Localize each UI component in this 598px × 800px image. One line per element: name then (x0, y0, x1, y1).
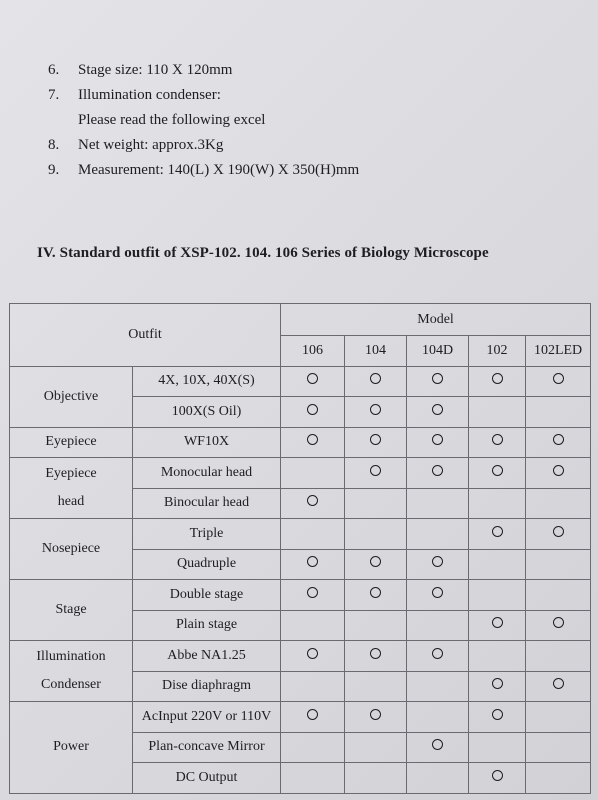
mark-cell (281, 732, 345, 763)
mark-cell (345, 702, 407, 733)
mark-cell (345, 580, 407, 611)
circle-mark-icon (370, 648, 381, 659)
item-label: Plan-concave Mirror (133, 732, 281, 763)
group-label: Nosepiece (10, 519, 133, 580)
item-label: AcInput 220V or 110V (133, 702, 281, 733)
mark-cell (469, 458, 526, 489)
mark-cell (469, 641, 526, 672)
mark-cell (407, 427, 469, 458)
circle-mark-icon (492, 434, 503, 445)
table-row (10, 458, 591, 489)
item-label: WF10X (133, 427, 281, 458)
mark-cell (469, 488, 526, 519)
circle-mark-icon (432, 373, 443, 384)
mark-cell (407, 519, 469, 550)
circle-mark-icon (432, 434, 443, 445)
mark-cell (281, 549, 345, 580)
mark-cell (526, 671, 591, 702)
mark-cell (526, 641, 591, 672)
spec-text: Please read the following excel (78, 112, 266, 128)
mark-cell (526, 458, 591, 489)
mark-cell (469, 763, 526, 794)
item-label: Double stage (133, 580, 281, 611)
mark-cell (345, 427, 407, 458)
circle-mark-icon (307, 373, 318, 384)
item-label: Binocular head (133, 488, 281, 519)
mark-cell (526, 397, 591, 428)
mark-cell (407, 397, 469, 428)
circle-mark-icon (492, 617, 503, 628)
mark-cell (407, 763, 469, 794)
mark-cell (281, 671, 345, 702)
mark-cell (469, 702, 526, 733)
group-label: Eyepiece head (10, 458, 133, 519)
table-row (10, 641, 591, 672)
group-label: Illumination Condenser (10, 641, 133, 702)
circle-mark-icon (370, 404, 381, 415)
mark-cell (345, 549, 407, 580)
circle-mark-icon (432, 587, 443, 598)
spec-text: Illumination condenser: (78, 87, 221, 103)
model-102led: 102LED (526, 336, 591, 367)
item-label: 4X, 10X, 40X(S) (133, 366, 281, 397)
spec-row (48, 58, 359, 83)
mark-cell (345, 366, 407, 397)
item-label: 100X(S Oil) (133, 397, 281, 428)
mark-cell (469, 519, 526, 550)
mark-cell (407, 732, 469, 763)
mark-cell (526, 763, 591, 794)
circle-mark-icon (553, 678, 564, 689)
circle-mark-icon (553, 617, 564, 628)
circle-mark-icon (432, 648, 443, 659)
mark-cell (526, 366, 591, 397)
circle-mark-icon (370, 434, 381, 445)
circle-mark-icon (492, 373, 503, 384)
mark-cell (345, 671, 407, 702)
mark-cell (407, 458, 469, 489)
mark-cell (345, 488, 407, 519)
spec-text: Net weight: approx.3Kg (78, 137, 224, 153)
circle-mark-icon (307, 434, 318, 445)
circle-mark-icon (553, 526, 564, 537)
mark-cell (345, 397, 407, 428)
mark-cell (281, 519, 345, 550)
item-label: Plain stage (133, 610, 281, 641)
model-106: 106 (281, 336, 345, 367)
model-104d: 104D (407, 336, 469, 367)
spec-row (48, 133, 359, 158)
circle-mark-icon (432, 739, 443, 750)
mark-cell (345, 641, 407, 672)
mark-cell (526, 488, 591, 519)
mark-cell (345, 763, 407, 794)
circle-mark-icon (492, 465, 503, 476)
item-label: Abbe NA1.25 (133, 641, 281, 672)
mark-cell (526, 580, 591, 611)
item-label: Triple (133, 519, 281, 550)
model-104: 104 (345, 336, 407, 367)
circle-mark-icon (492, 678, 503, 689)
circle-mark-icon (307, 404, 318, 415)
group-label: Eyepiece (10, 427, 133, 458)
circle-mark-icon (553, 434, 564, 445)
table-row (10, 366, 591, 397)
circle-mark-icon (432, 465, 443, 476)
outfit-table (9, 303, 591, 794)
circle-mark-icon (492, 526, 503, 537)
mark-cell (469, 732, 526, 763)
circle-mark-icon (307, 556, 318, 567)
mark-cell (469, 427, 526, 458)
group-label: Objective (10, 366, 133, 427)
spec-text: Stage size: 110 X 120mm (78, 62, 233, 78)
mark-cell (469, 366, 526, 397)
mark-cell (281, 458, 345, 489)
mark-cell (469, 580, 526, 611)
mark-cell (281, 397, 345, 428)
item-label: Quadruple (133, 549, 281, 580)
mark-cell (345, 519, 407, 550)
section-title: IV. Standard outfit of XSP-102. 104. 106 Series of Biology Microscope (37, 245, 489, 261)
mark-cell (526, 519, 591, 550)
table-row (10, 427, 591, 458)
mark-cell (407, 366, 469, 397)
mark-cell (526, 427, 591, 458)
circle-mark-icon (307, 648, 318, 659)
mark-cell (281, 427, 345, 458)
mark-cell (407, 702, 469, 733)
spec-text: Measurement: 140(L) X 190(W) X 350(H)mm (78, 162, 360, 178)
circle-mark-icon (553, 465, 564, 476)
circle-mark-icon (432, 556, 443, 567)
mark-cell (281, 641, 345, 672)
circle-mark-icon (492, 770, 503, 781)
mark-cell (407, 641, 469, 672)
mark-cell (407, 580, 469, 611)
spec-row (48, 158, 359, 183)
spec-number: 8. (48, 137, 60, 153)
circle-mark-icon (307, 495, 318, 506)
model-header: Model (281, 304, 591, 336)
mark-cell (407, 549, 469, 580)
mark-cell (281, 366, 345, 397)
mark-cell (281, 488, 345, 519)
mark-cell (345, 458, 407, 489)
mark-cell (469, 549, 526, 580)
item-label: Dise diaphragm (133, 671, 281, 702)
spec-number: 9. (48, 162, 60, 178)
mark-cell (407, 610, 469, 641)
outfit-header: Outfit (10, 304, 281, 367)
circle-mark-icon (370, 709, 381, 720)
mark-cell (345, 610, 407, 641)
circle-mark-icon (370, 465, 381, 476)
spec-number: 6. (48, 62, 60, 78)
spec-list (48, 58, 359, 183)
mark-cell (526, 702, 591, 733)
circle-mark-icon (307, 587, 318, 598)
item-label: Monocular head (133, 458, 281, 489)
item-label: DC Output (133, 763, 281, 794)
model-102: 102 (469, 336, 526, 367)
mark-cell (526, 549, 591, 580)
mark-cell (469, 397, 526, 428)
circle-mark-icon (370, 556, 381, 567)
group-label: Power (10, 702, 133, 794)
table-row (10, 702, 591, 733)
mark-cell (281, 610, 345, 641)
mark-cell (469, 610, 526, 641)
spec-number: 7. (48, 87, 60, 103)
mark-cell (407, 488, 469, 519)
mark-cell (526, 610, 591, 641)
spec-row (48, 108, 359, 133)
circle-mark-icon (553, 373, 564, 384)
mark-cell (281, 580, 345, 611)
group-label: Stage (10, 580, 133, 641)
circle-mark-icon (370, 587, 381, 598)
mark-cell (281, 702, 345, 733)
mark-cell (469, 671, 526, 702)
spec-row (48, 83, 359, 108)
mark-cell (407, 671, 469, 702)
table-row (10, 519, 591, 550)
mark-cell (345, 732, 407, 763)
circle-mark-icon (370, 373, 381, 384)
mark-cell (281, 763, 345, 794)
circle-mark-icon (307, 709, 318, 720)
circle-mark-icon (432, 404, 443, 415)
circle-mark-icon (492, 709, 503, 720)
mark-cell (526, 732, 591, 763)
table-row (10, 580, 591, 611)
